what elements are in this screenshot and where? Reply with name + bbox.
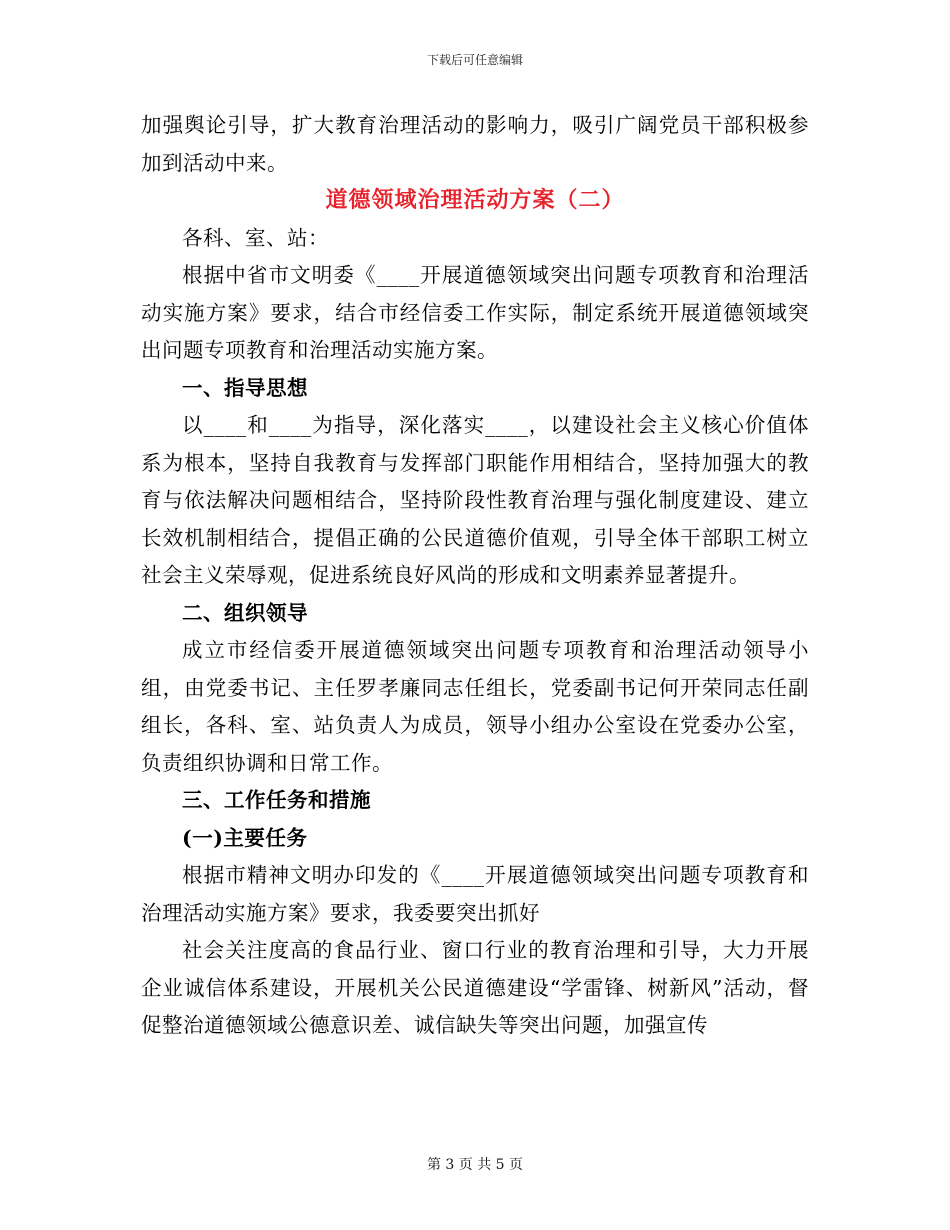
heading-main-tasks: (一)主要任务 bbox=[182, 825, 308, 850]
paragraph-focus-areas: 社会关注度高的食品行业、窗口行业的教育治理和引导，大力开展企业诚信体系建设，开展机关公民道德建设“学雷锋、树新风”活动，督促整治道德领域公德意识差、诚信缺失等突出问题，加强宣传 bbox=[141, 938, 809, 1037]
paragraph-intro: 根据中省市文明委《____开展道德领域突出问题专项教育和治理活动实施方案》要求，结合市经信委工作实际，制定系统开展道德领域突出问题专项教育和治理活动实施方案。 bbox=[141, 263, 809, 362]
salutation: 各科、室、站： bbox=[182, 225, 329, 250]
heading-tasks-measures: 三、工作任务和措施 bbox=[182, 788, 371, 812]
document-body bbox=[141, 107, 809, 1045]
paragraph-continuation: 加强舆论引导，扩大教育治理活动的影响力，吸引广阔党员干部积极参加到活动中来。 bbox=[141, 113, 809, 175]
paragraph-organization: 成立市经信委开展道德领域突出问题专项教育和治理活动领导小组，由党委书记、主任罗孝廉同志任组长，党委副书记何开荣同志任副组长，各科、室、站负责人为成员，领导小组办公室设在党委办公室，负责组织协调和日常工作。 bbox=[141, 638, 809, 775]
page-header: 下载后可任意编辑 bbox=[426, 53, 523, 67]
heading-organization: 二、组织领导 bbox=[182, 600, 308, 625]
heading-guiding-ideology: 一、指导思想 bbox=[182, 375, 308, 400]
page-footer: 第 3 页 共 5 页 bbox=[426, 1157, 524, 1173]
paragraph-guiding-ideology: 以____和____为指导，深化落实____，以建设社会主义核心价值体系为根本，坚持自我教育与发挥部门职能作用相结合，坚持加强大的教育与依法解决问题相结合，坚持阶段性教育治理与强化制度建设、建立长效机制相结合，提倡正确的公民道德价值观，引导全体干部职工树立社会主义荣辱观，促进系统良好风尚的形成和文明素养显著提升。 bbox=[141, 413, 809, 587]
paragraph-main-tasks: 根据市精神文明办印发的《____开展道德领域突出问题专项教育和治理活动实施方案》要求，我委要突出抓好 bbox=[141, 863, 809, 925]
section-title: 道德领域治理活动方案（二） bbox=[325, 187, 625, 213]
